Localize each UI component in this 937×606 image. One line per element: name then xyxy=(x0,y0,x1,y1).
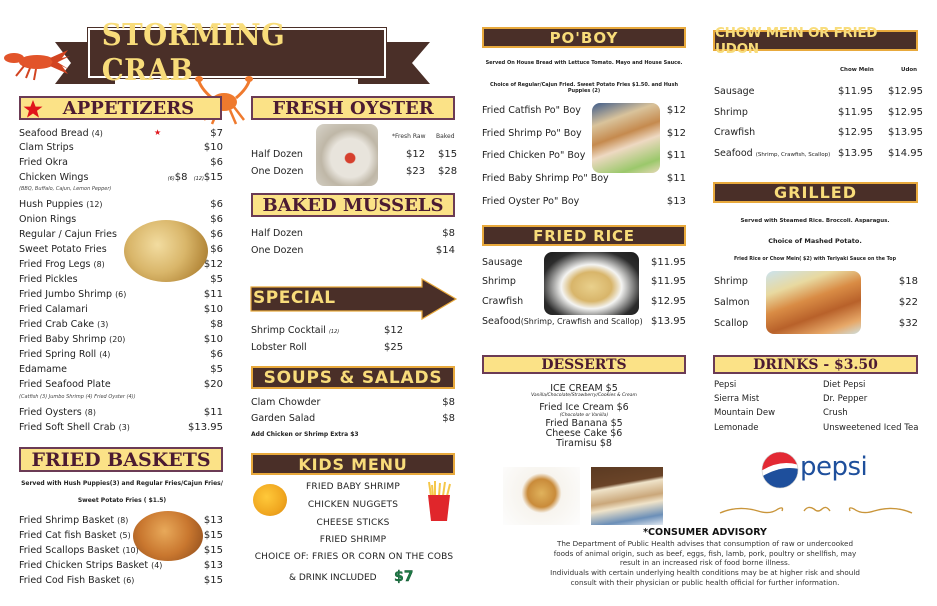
udon-price: $12.95 xyxy=(888,107,923,118)
baked-mussels-header: BAKED MUSSELS xyxy=(251,193,455,217)
menu-item: Fried Crab Cake (3) $8 xyxy=(19,319,223,330)
menu-item: Fried Frog Legs (8) $12 xyxy=(19,259,223,270)
menu-item: Lobster Roll xyxy=(251,342,307,353)
kids-menu-header: KIDS MENU xyxy=(251,453,455,475)
menu-item: Fried Cod Fish Basket (6) $15 xyxy=(19,575,223,586)
menu-item: Garden Salad $8 xyxy=(251,413,455,424)
menu-item: Hush Puppies (12) $6 xyxy=(19,199,223,210)
soups-salads-header: SOUPS & SALADS xyxy=(251,366,455,389)
item-price: $25 xyxy=(384,342,404,353)
kids-item: CHICKEN NUGGETS xyxy=(307,500,399,510)
fried-basket-photo xyxy=(133,511,203,561)
menu-item: Fried Soft Shell Crab (3) $13.95 xyxy=(19,422,223,433)
drink-item: Lemonade xyxy=(714,422,759,433)
col-header-udon: Udon xyxy=(901,67,918,73)
menu-item: Fried Oysters (8) $11 xyxy=(19,407,223,418)
pepsi-wordmark: pepsi xyxy=(800,452,868,482)
grilled-subtitle: Fried Rice or Chow Mein( $2) with Teriyaki Sauce on the Top xyxy=(733,257,897,262)
fried-ice-cream-photo xyxy=(503,467,580,525)
oyster-raw-price: $12 xyxy=(406,149,426,160)
dessert-item: ICE CREAM $5 xyxy=(550,383,618,394)
oyster-photo xyxy=(316,124,378,186)
chow-item-name: Crawfish xyxy=(714,127,756,138)
lobster-icon xyxy=(2,42,72,82)
menu-item: Shrimp $18 xyxy=(714,276,918,287)
drinks-left-column xyxy=(714,378,775,435)
menu-item: Shrimp $11.95 xyxy=(482,276,686,287)
item-note: (Catfish (3) Jumbo Shrimp (4) Fried Oyster (4)) xyxy=(19,394,136,400)
kids-item: CHOICE OF: FRIES OR CORN ON THE COBS xyxy=(254,552,454,562)
chow-price: $11.95 xyxy=(838,86,873,97)
advisory-text: The Department of Public Health advises that consumption of raw or undercooked foods of animal origin, such as beef, eggs, fish, lamb, pork, poultry or shellfish, may result in an increased risk of food borne illness. Individuals with certain underlying health conditions may be at higher risk and should consult with their physician or public health official for further information. xyxy=(550,539,860,587)
grilled-header: GRILLED xyxy=(713,182,918,203)
poboy-subtitle: Served On House Bread with Lettuce Tomato. Mayo and House Sauce. xyxy=(485,60,683,66)
chow-item-name: Seafood (Shrimp, Crawfish, Scallop) xyxy=(714,148,831,159)
col-header-chow-mein: Chow Mein xyxy=(840,67,874,73)
menu-item: Clam Strips $10 xyxy=(19,142,223,153)
menu-item: Fried Baby Shrimp Po" Boy $11 xyxy=(482,173,686,184)
grilled-subtitle: Served with Steamed Rice. Broccoli. Asparagus. xyxy=(740,218,890,224)
chow-mein-header: CHOW MEIN OR FRIED UDON xyxy=(713,30,918,51)
tiramisu-photo xyxy=(591,467,663,525)
menu-item: Regular / Cajun Fries $6 xyxy=(19,229,223,240)
fried-baskets-subtitle: Sweet Potato Fries ( $1.5) xyxy=(77,497,167,504)
drink-item: Crush xyxy=(823,408,848,419)
fresh-oyster-header: FRESH OYSTER xyxy=(251,96,455,120)
menu-item: Fried Calamari $10 xyxy=(19,304,223,315)
fried-rice-header: FRIED RICE xyxy=(482,225,686,246)
poboy-subtitle: Choice of Regular/Cajun Fried. Sweet Potato Fries $1.50. and Hush Puppies (2) xyxy=(489,82,679,94)
fried-baskets-subtitle: Served with Hush Puppies(3) and Regular Fries/Cajun Fries/ xyxy=(21,480,223,487)
kids-item: FRIED SHRIMP xyxy=(319,535,387,545)
menu-item: Fried Baby Shrimp (20) $10 xyxy=(19,334,223,345)
menu-item: Fried Seafood Plate $20 xyxy=(19,379,223,390)
dessert-note: (Chocolate or Vanilla) xyxy=(559,413,609,418)
chow-price: $12.95 xyxy=(838,127,873,138)
item-note: (BBQ, Buffalo, Cajun, Lemon Pepper) xyxy=(19,186,112,192)
chow-item-name: Sausage xyxy=(714,86,755,97)
drink-item: Dr. Pepper xyxy=(823,394,868,405)
menu-item: Salmon $22 xyxy=(714,297,918,308)
kids-item: CHEESE STICKS xyxy=(316,518,390,528)
fried-food-photo xyxy=(124,220,208,282)
chow-item-name: Shrimp xyxy=(714,107,748,118)
col-header-raw: *Fresh Raw xyxy=(392,133,426,140)
oyster-item-name: Half Dozen xyxy=(251,149,303,160)
menu-item: Onion Rings $6 xyxy=(19,214,223,225)
menu-item: Fried Chicken Po" Boy $11 xyxy=(482,150,686,161)
pepsi-globe-icon xyxy=(761,451,799,489)
drink-item: Diet Pepsi xyxy=(823,380,866,390)
advisory-title: *CONSUMER ADVISORY xyxy=(643,527,767,538)
dessert-item: Cheese Cake $6 xyxy=(545,428,623,439)
menu-item: Fried Okra $6 xyxy=(19,157,223,168)
menu-item: Fried Chicken Strips Basket (4) $13 xyxy=(19,560,223,571)
menu-item: Fried Cat fish Basket (5) $15 xyxy=(19,530,223,541)
restaurant-title-box xyxy=(88,18,386,88)
chow-price: $13.95 xyxy=(838,148,873,159)
drink-item: Mountain Dew xyxy=(714,408,776,419)
menu-item: Fried Shrimp Basket (8) $13 xyxy=(19,515,223,526)
special-header: SPECIAL xyxy=(253,288,336,308)
menu-item: Seafood Bread (4) $7 xyxy=(19,128,223,139)
menu-item: Fried Scallops Basket (10) $15 xyxy=(19,545,223,556)
dessert-item: Fried Banana $5 xyxy=(545,418,623,429)
menu-item: Fried Oyster Po" Boy $13 xyxy=(482,196,686,207)
star-icon xyxy=(23,99,43,119)
drink-item: Sierra Mist xyxy=(714,394,760,405)
drink-item: Pepsi xyxy=(714,380,737,390)
oyster-raw-price: $23 xyxy=(406,166,426,177)
appetizers-header: APPETIZERS xyxy=(19,96,222,120)
menu-item: Fried Catfish Po" Boy $12 xyxy=(482,105,686,116)
oyster-baked-price: $15 xyxy=(438,149,458,160)
oyster-baked-price: $28 xyxy=(438,166,458,177)
dessert-note: Vanilla/Chocolate/Strawberry/Cookies & Cream xyxy=(531,393,637,398)
menu-item: Seafood(Shrimp, Crawfish and Scallop) $13.95 xyxy=(482,316,686,327)
menu-item: Crawfish $12.95 xyxy=(482,296,686,307)
menu-item: Fried Pickles $5 xyxy=(19,274,223,285)
menu-item: Scallop $32 xyxy=(714,318,918,329)
udon-price: $14.95 xyxy=(888,148,923,159)
fried-baskets-header: FRIED BASKETS xyxy=(19,447,223,472)
small-star-icon: ★ xyxy=(154,128,162,137)
restaurant-title: STORMING CRAB xyxy=(101,18,286,88)
chow-price: $11.95 xyxy=(838,107,873,118)
menu-item: Half Dozen $8 xyxy=(251,228,455,239)
dessert-item: Fried Ice Cream $6 xyxy=(539,402,629,413)
menu-item: Fried Jumbo Shrimp (6) $11 xyxy=(19,289,223,300)
udon-price: $12.95 xyxy=(888,86,923,97)
desserts-header: DESSERTS xyxy=(482,355,686,374)
menu-item: Clam Chowder $8 xyxy=(251,397,455,408)
item-price: $12 xyxy=(384,325,404,336)
drinks-header: DRINKS - $3.50 xyxy=(713,355,918,374)
kids-price: $7 xyxy=(394,569,414,585)
menu-item: Sausage $11.95 xyxy=(482,257,686,268)
menu-item: One Dozen $14 xyxy=(251,245,455,256)
udon-price: $13.95 xyxy=(888,127,923,138)
menu-item: Chicken Wings (6)$8 (12)$15 xyxy=(19,172,223,183)
poboy-header: PO'BOY xyxy=(482,27,686,48)
drinks-right-column xyxy=(823,378,918,435)
soups-note: Add Chicken or Shrimp Extra $3 xyxy=(251,431,359,438)
decorative-flourish-icon xyxy=(718,503,914,519)
kids-item: FRIED BABY SHRIMP xyxy=(306,482,400,492)
menu-item: Edamame $5 xyxy=(19,364,223,375)
dessert-item: Tiramisu $8 xyxy=(556,438,612,449)
menu-item: Shrimp Cocktail (12) xyxy=(251,325,340,336)
drink-item: Unsweetened Iced Tea xyxy=(823,422,919,433)
grilled-subtitle: Choice of Mashed Potato. xyxy=(768,237,862,245)
menu-item: Fried Shrimp Po" Boy $12 xyxy=(482,128,686,139)
oyster-item-name: One Dozen xyxy=(251,166,304,177)
menu-item: Fried Spring Roll (4) $6 xyxy=(19,349,223,360)
col-header-baked: Baked xyxy=(436,133,455,140)
kids-drink-line: & DRINK INCLUDED xyxy=(289,573,377,583)
menu-item: Sweet Potato Fries $6 xyxy=(19,244,223,255)
